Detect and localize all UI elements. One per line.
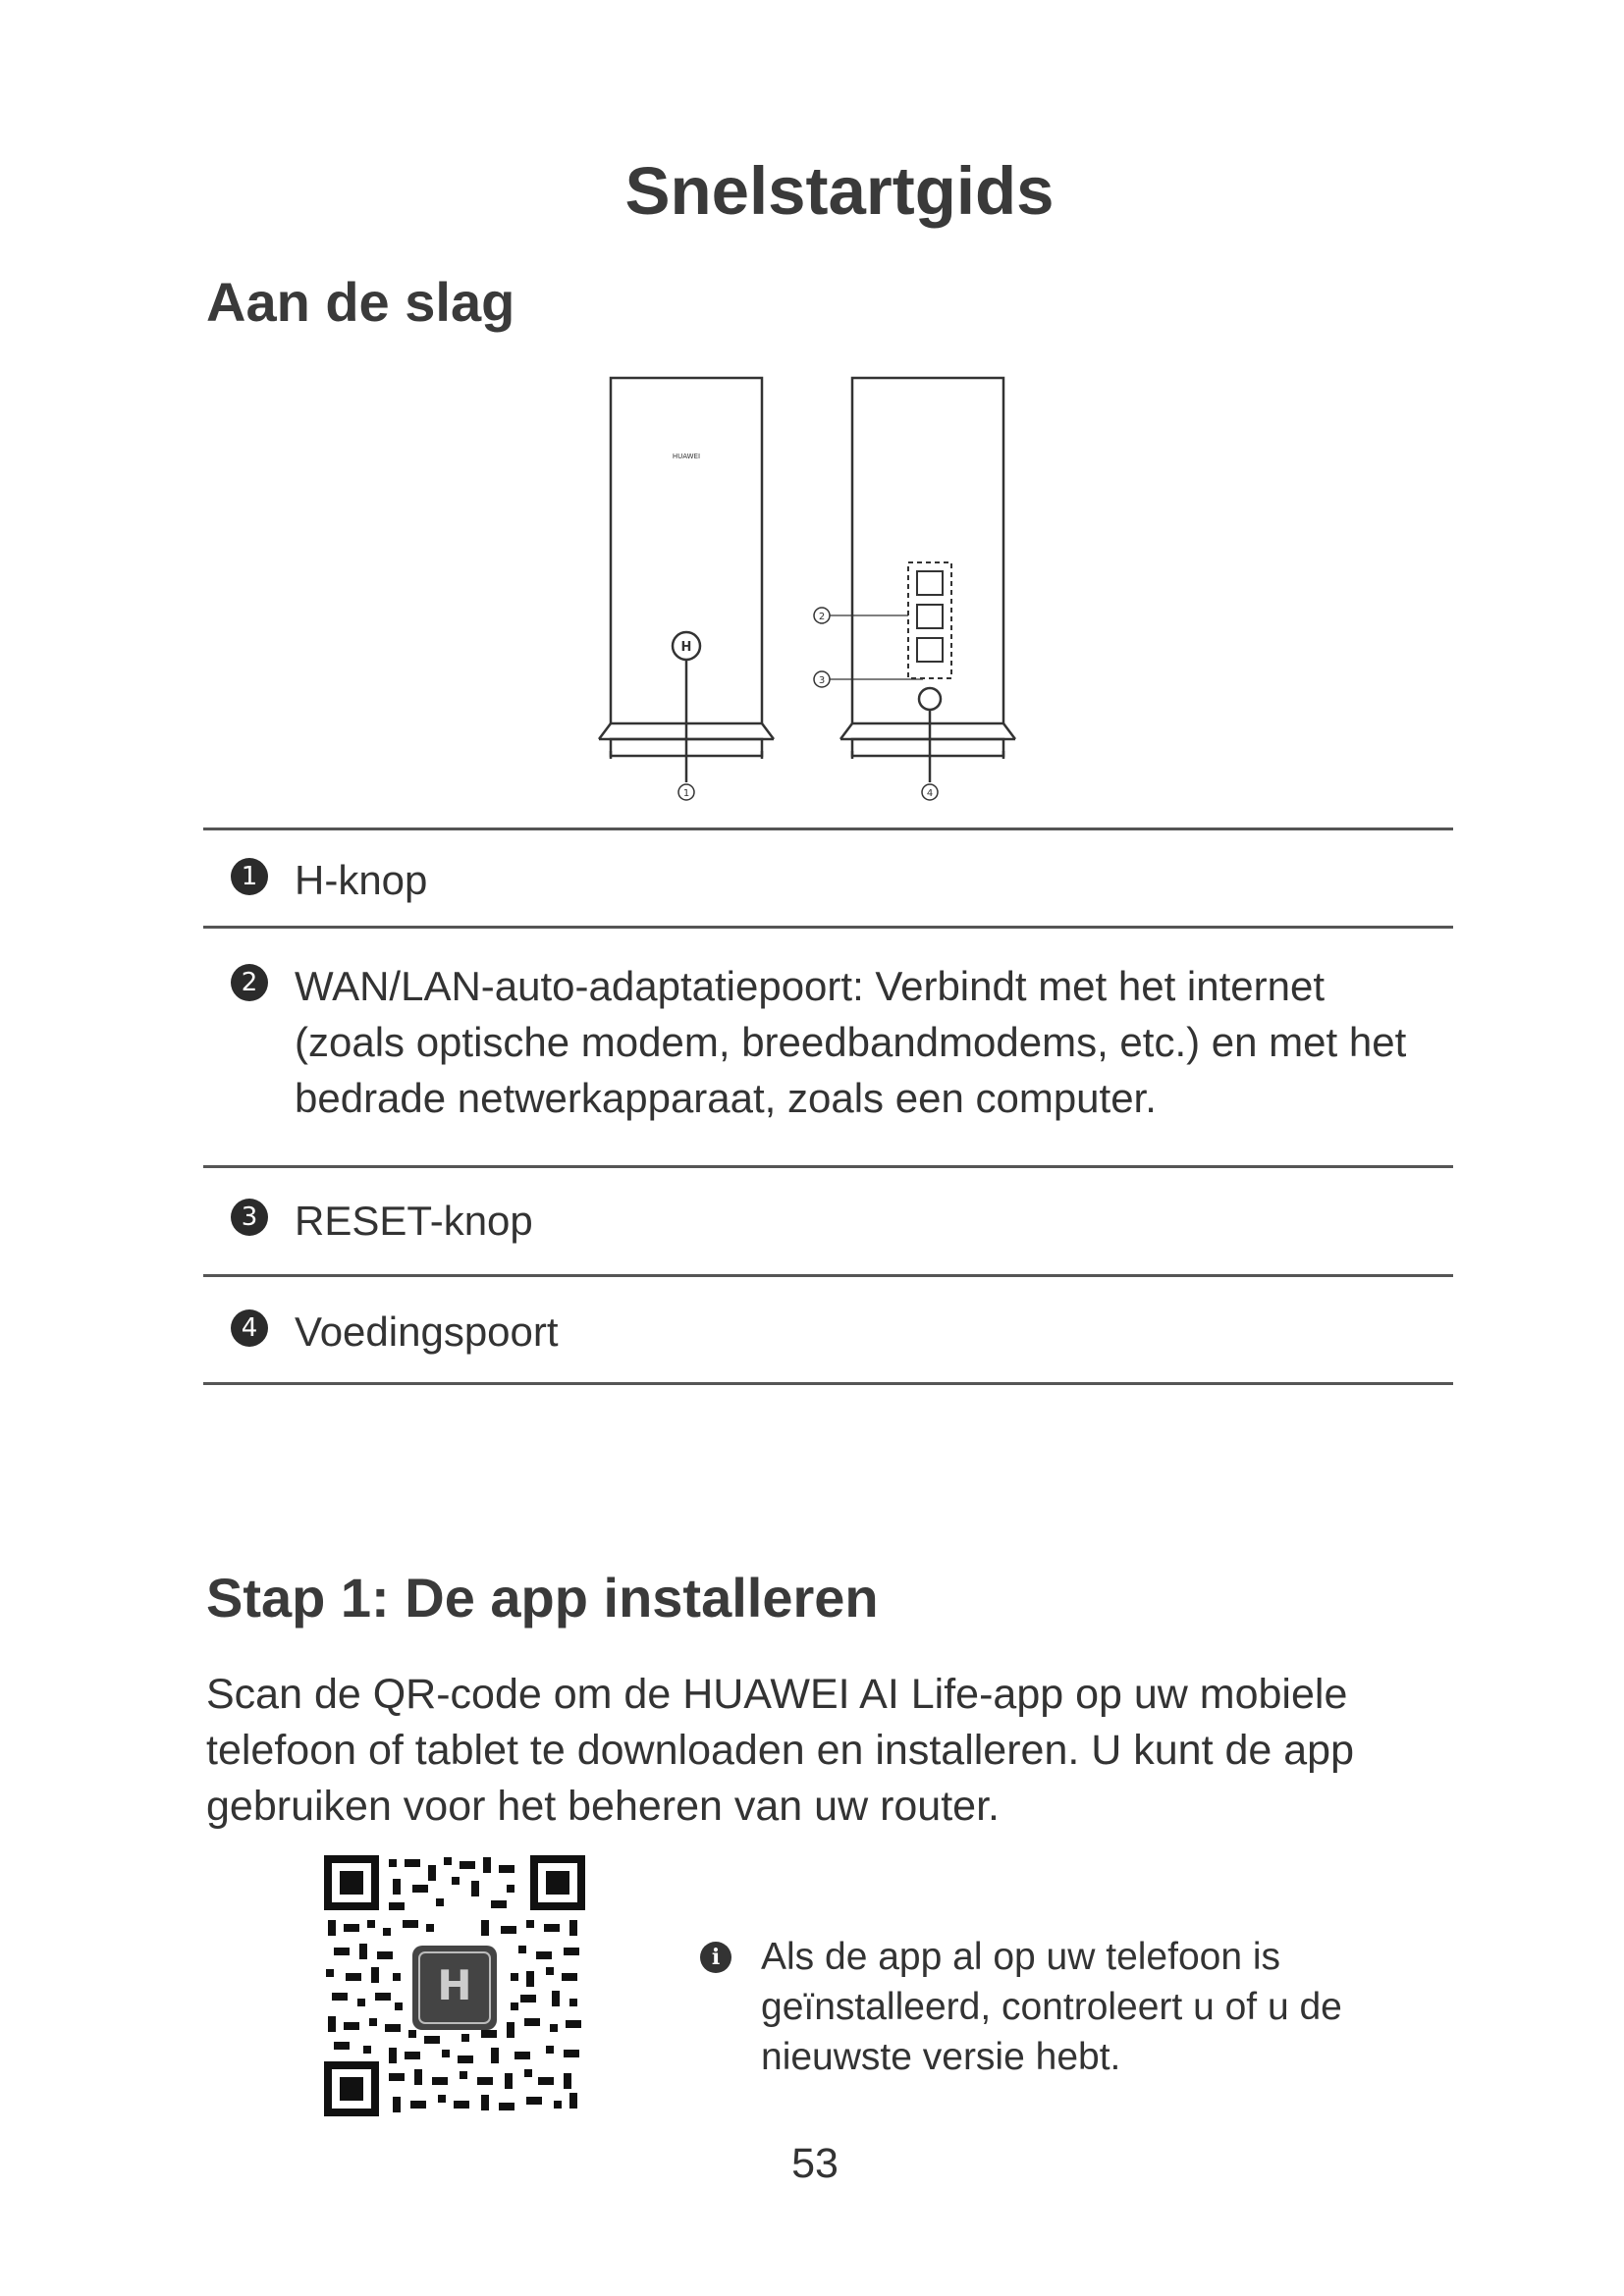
- page-number: 53: [791, 2140, 839, 2187]
- svg-text:1: 1: [682, 788, 690, 799]
- table-rule: [203, 828, 1453, 830]
- svg-text:4: 4: [926, 788, 934, 799]
- svg-text:3: 3: [818, 675, 826, 686]
- info-icon: i: [700, 1942, 731, 1973]
- note-text: Als de app al op uw telefoon is geïnstalleerd, controleert u of u de nieuwste versie hebt.: [761, 1936, 1342, 2078]
- router-illustration: [589, 368, 1031, 810]
- svg-text:H: H: [437, 1961, 472, 2009]
- router-rear-body: [852, 378, 1003, 723]
- table-rule: [203, 1274, 1453, 1277]
- legend-item-text: Voedingspoort: [295, 1308, 559, 1355]
- svg-text:H: H: [680, 640, 692, 655]
- number-badge: 4: [231, 1309, 268, 1347]
- table-rule: [203, 1165, 1453, 1168]
- table-rule: [203, 926, 1453, 929]
- page-title: Snelstartgids: [624, 153, 1055, 229]
- svg-text:2: 2: [818, 612, 826, 622]
- install-instructions: Scan de QR-code om de HUAWEI AI Life-app op uw mobiele telefoon of tablet te downloaden en installeren. U kunt de app gebruiken voor het beheren van uw router.: [206, 1671, 1354, 1830]
- section-heading-install-app: Stap 1: De app installeren: [206, 1567, 879, 1629]
- legend-item-text: RESET-knop: [295, 1198, 533, 1244]
- number-badge: 1: [231, 858, 268, 895]
- number-badge: 2: [231, 964, 268, 1001]
- section-heading-getting-started: Aan de slag: [206, 271, 515, 333]
- legend-item-text: WAN/LAN-auto-adaptatiepoort: Verbindt met het internet (zoals optische modem, breedbandmodems, etc.) en met het bedrade netwerkapparaat, zoals een computer.: [295, 963, 1407, 1121]
- legend-item-text: H-knop: [295, 857, 428, 903]
- number-badge: 3: [231, 1199, 268, 1236]
- router-brand-label: HUAWEI: [672, 453, 701, 460]
- power-port-icon: [919, 688, 941, 710]
- router-rear-base: [852, 739, 1003, 756]
- qr-code-icon: [324, 1855, 585, 2116]
- table-rule: [203, 1382, 1453, 1385]
